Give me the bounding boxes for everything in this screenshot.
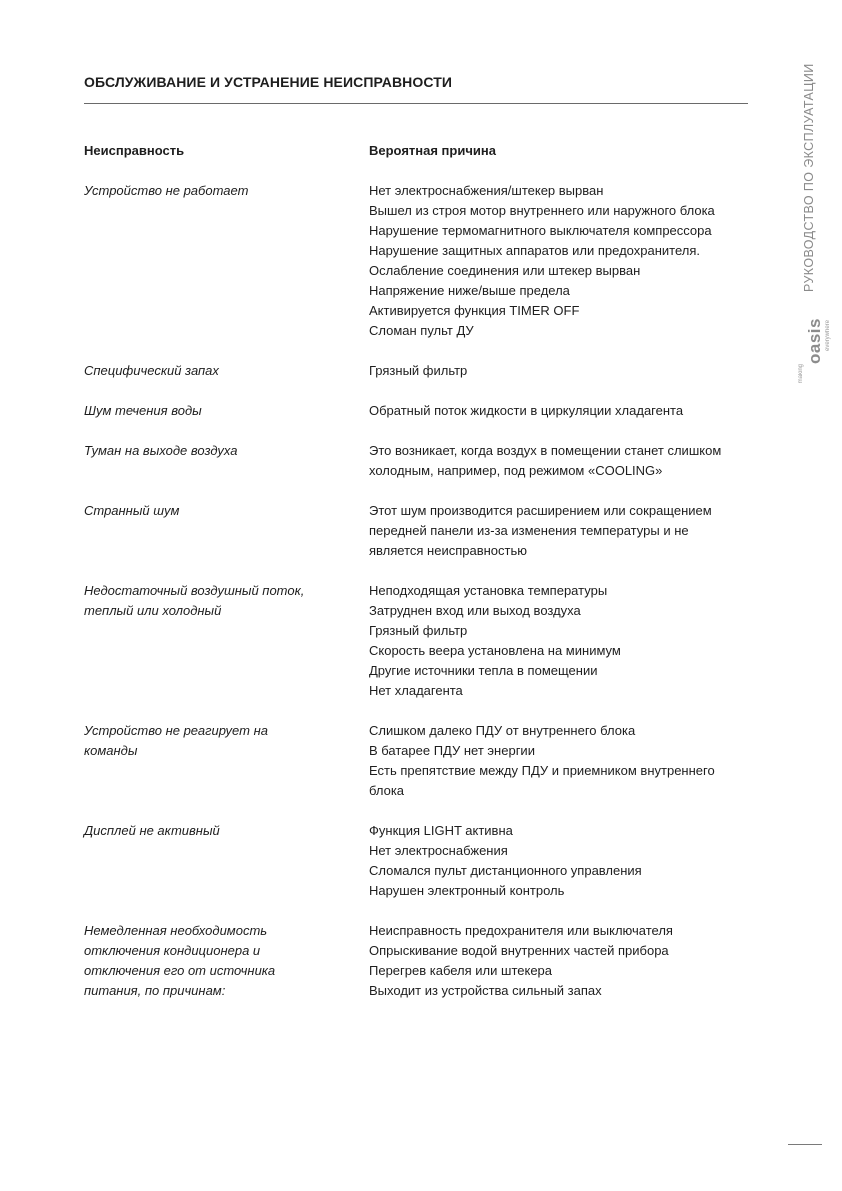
- column-header-problem: Неисправность: [84, 143, 185, 158]
- cause-cell: [369, 361, 764, 381]
- cause-line: Этот шум производится расширением или сокращением: [369, 503, 712, 518]
- cause-line: Слишком далеко ПДУ от внутреннего блока: [369, 723, 636, 738]
- cause-line: Неисправность предохранителя или выключателя: [369, 923, 673, 938]
- cause-line: Сломался пульт дистанционного управления: [369, 863, 642, 878]
- cause-cell: [369, 721, 764, 801]
- troubleshooting-table: [84, 141, 764, 1021]
- logo-wordmark: oasis: [805, 318, 824, 364]
- cause-line: Есть препятствие между ПДУ и приемником внутреннего: [369, 763, 715, 778]
- table-row: [84, 501, 764, 561]
- cause-line: Функция LIGHT активна: [369, 823, 513, 838]
- table-row: [84, 581, 764, 701]
- cause-line: Нарушен электронный контроль: [369, 883, 565, 898]
- cause-line: передней панели из-за изменения температуры и не: [369, 523, 689, 538]
- problem-cell: Дисплей не активный: [84, 823, 220, 838]
- cause-line: Грязный фильтр: [369, 623, 468, 638]
- cause-line: Опрыскивание водой внутренних частей прибора: [369, 943, 669, 958]
- cause-line: Напряжение ниже/выше предела: [369, 283, 570, 298]
- cause-line: Обратный поток жидкости в циркуляции хладагента: [369, 403, 684, 418]
- brand-logo: [798, 318, 834, 384]
- cause-line: Это возникает, когда воздух в помещении станет слишком: [369, 443, 722, 458]
- cause-cell: [369, 581, 764, 701]
- cause-line: Нарушение защитных аппаратов или предохранителя.: [369, 243, 700, 258]
- cause-line: Нарушение термомагнитного выключателя компрессора: [369, 223, 712, 238]
- logo-tag-right: everywhere: [825, 320, 831, 352]
- cause-line: Нет хладагента: [369, 683, 463, 698]
- cause-cell: [369, 821, 764, 901]
- cause-line: Нет электроснабжения/штекер вырван: [369, 183, 604, 198]
- table-row: [84, 401, 764, 421]
- cause-line: является неисправностью: [369, 543, 527, 558]
- manual-label: РУКОВОДСТВО ПО ЭКСПЛУАТАЦИИ: [802, 63, 816, 292]
- page-number-rule: [788, 1144, 822, 1145]
- problem-cell: Немедленная необходимость отключения кондиционера и отключения его от источника питания, по причинам:: [84, 923, 276, 998]
- table-row: [84, 821, 764, 901]
- cause-line: В батарее ПДУ нет энергии: [369, 743, 535, 758]
- problem-cell: Специфический запах: [84, 363, 219, 378]
- table-header: [84, 141, 764, 181]
- cause-line: холодным, например, под режимом «COOLING»: [369, 463, 663, 478]
- cause-line: Активируется функция TIMER OFF: [369, 303, 580, 318]
- cause-line: Скорость веера установлена на минимум: [369, 643, 621, 658]
- table-row: [84, 721, 764, 801]
- cause-line: Другие источники тепла в помещении: [369, 663, 598, 678]
- column-header-cause: Вероятная причина: [369, 143, 496, 158]
- table-row: [84, 441, 764, 481]
- cause-line: Нет электроснабжения: [369, 843, 508, 858]
- logo-tag-left: making: [798, 364, 804, 384]
- problem-cell: Шум течения воды: [84, 403, 202, 418]
- cause-line: Выходит из устройства сильный запах: [369, 983, 602, 998]
- cause-line: Вышел из строя мотор внутреннего или наружного блока: [369, 203, 715, 218]
- cause-line: блока: [369, 783, 405, 798]
- table-row: [84, 921, 764, 1001]
- problem-cell: Устройство не реагирует на команды: [84, 723, 268, 758]
- cause-line: Перегрев кабеля или штекера: [369, 963, 553, 978]
- cause-line: Затруднен вход или выход воздуха: [369, 603, 581, 618]
- title-divider: [84, 103, 748, 104]
- cause-line: Грязный фильтр: [369, 363, 468, 378]
- cause-line: Неподходящая установка температуры: [369, 583, 608, 598]
- cause-line: Сломан пульт ДУ: [369, 323, 474, 338]
- cause-cell: [369, 181, 764, 341]
- cause-line: Ослабление соединения или штекер вырван: [369, 263, 641, 278]
- problem-cell: Туман на выходе воздуха: [84, 443, 238, 458]
- page-title: ОБСЛУЖИВАНИЕ И УСТРАНЕНИЕ НЕИСПРАВНОСТИ: [84, 74, 453, 90]
- problem-cell: Странный шум: [84, 503, 180, 518]
- problem-cell: Устройство не работает: [84, 183, 249, 198]
- cause-cell: [369, 501, 764, 561]
- problem-cell: Недостаточный воздушный поток, теплый или холодный: [84, 583, 305, 618]
- cause-cell: [369, 441, 764, 481]
- table-body: [84, 181, 764, 1001]
- cause-cell: [369, 401, 764, 421]
- table-row: [84, 361, 764, 381]
- table-row: [84, 181, 764, 341]
- cause-cell: [369, 921, 764, 1001]
